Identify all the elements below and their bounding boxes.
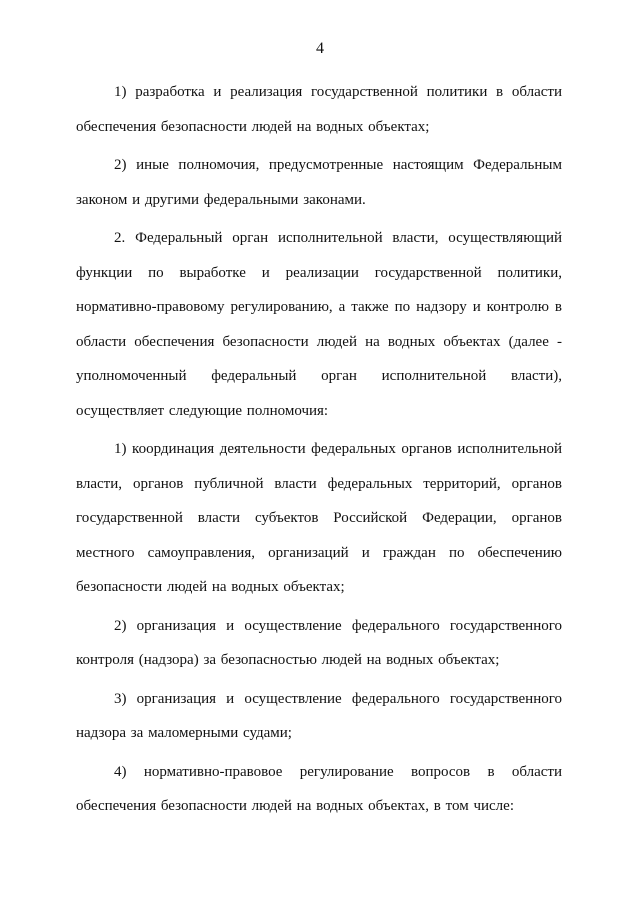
paragraph-2-2: 2) организация и осуществление федерального государственного контроля (надзора) за безопасностью людей на водных объектах; [76, 617, 562, 668]
paragraph-2-1: 1) координация деятельности федеральных органов исполнительной власти, органов публичной власти федеральных территорий, органов государственной власти субъектов Российской Федерации, органов местного самоуправления, организаций и граждан по обеспечению безопасности людей на водных объектах; [76, 441, 562, 595]
document-body [76, 75, 562, 828]
paragraph-2-4: 4) нормативно-правовое регулирование вопросов в области обеспечения безопасности людей на водных объектах, в том числе: [76, 763, 562, 814]
paragraph-1-2: 2) иные полномочия, предусмотренные настоящим Федеральным законом и другими федеральными законами. [76, 157, 562, 208]
paragraph-2-intro: 2. Федеральный орган исполнительной власти, осуществляющий функции по выработке и реализации государственной политики, нормативно-правовому регулированию, а также по надзору и контролю в области обеспечения безопасности людей на водных объектах (далее - уполномоченный федеральный орган исполнительной власти), осуществляет следующие полномочия: [76, 230, 562, 419]
paragraph-1-1: 1) разработка и реализация государственной политики в области обеспечения безопасности людей на водных объектах; [76, 84, 562, 135]
page-number: 4 [316, 40, 324, 57]
paragraph-2-3: 3) организация и осуществление федерального государственного надзора за маломерными судами; [76, 690, 562, 741]
